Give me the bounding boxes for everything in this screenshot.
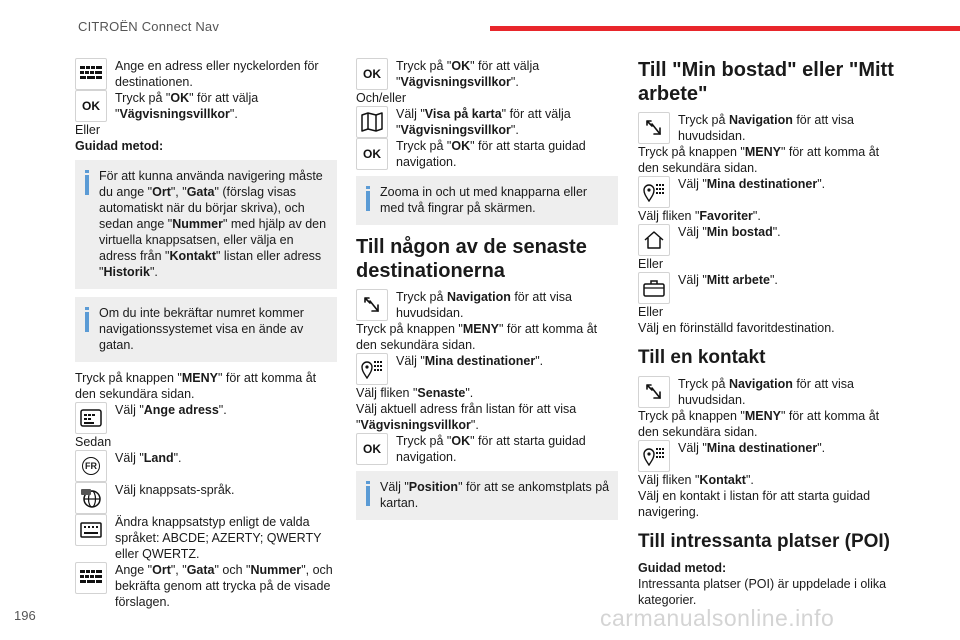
step-text: Välj "Min bostad".	[678, 225, 781, 239]
step-row	[638, 440, 900, 472]
briefcase-icon	[638, 272, 670, 304]
section-heading: Till någon av de senaste destinationerna	[356, 236, 587, 282]
subheading: Guidad metod:	[638, 561, 727, 575]
ok-icon: OK	[75, 90, 107, 122]
text: Välj en förinställd favoritdestination.	[638, 321, 835, 335]
keyboard-icon	[75, 58, 107, 90]
column-3	[638, 58, 900, 608]
info-icon	[85, 307, 89, 353]
step-text: Välj "Ange adress".	[115, 403, 227, 417]
text: Tryck på knappen "MENY" för att komma åt den sekundära sidan.	[356, 322, 598, 352]
text: Tryck på knappen "MENY" för att komma åt den sekundära sidan.	[638, 145, 880, 175]
step-text: Välj "Visa på karta" för att välja "Vägvisningsvillkor".	[396, 107, 571, 137]
text: Eller	[75, 123, 101, 137]
home-icon	[638, 224, 670, 256]
info-icon	[366, 481, 370, 511]
ok-icon: OK	[356, 58, 388, 90]
keyboard-type-icon	[75, 514, 107, 546]
step-row	[638, 224, 900, 256]
step-text: Tryck på "OK" för att starta guidad navigation.	[396, 139, 586, 169]
ok-icon: OK	[356, 433, 388, 465]
country-fr-icon: FR	[75, 450, 107, 482]
step-text: Tryck på "OK" för att starta guidad navigation.	[396, 434, 586, 464]
running-header: CITROËN Connect Nav	[78, 19, 220, 34]
step-text: Tryck på "OK" för att välja "Vägvisningsvillkor".	[396, 59, 540, 89]
step-text: Ange "Ort", "Gata" och "Nummer", och bekräfta genom att trycka på de visade förslagen.	[115, 563, 333, 609]
step-row	[356, 289, 618, 321]
step-row	[75, 402, 337, 434]
keyboard-icon	[75, 562, 107, 594]
step-row	[356, 58, 618, 90]
text: Intressanta platser (POI) är uppdelade i olika kategorier.	[638, 577, 887, 607]
text: Välj fliken "Senaste".	[356, 386, 474, 400]
navigation-arrow-icon	[638, 376, 670, 408]
note-text: Zooma in och ut med knapparna eller med två fingrar på skärmen.	[380, 185, 588, 215]
step-row	[356, 106, 618, 138]
destinations-icon	[356, 353, 388, 385]
info-note	[75, 160, 337, 289]
column-1	[75, 58, 337, 610]
text: Tryck på knappen "MENY" för att komma åt den sekundära sidan.	[75, 371, 317, 401]
info-note	[356, 471, 618, 520]
address-card-icon	[75, 402, 107, 434]
section-heading: Till intressanta platser (POI)	[638, 531, 891, 552]
ok-icon: OK	[356, 138, 388, 170]
text: Välj fliken "Favoriter".	[638, 209, 761, 223]
subheading: Guidad metod:	[75, 139, 164, 153]
text: Och/eller	[356, 91, 407, 105]
step-row	[638, 376, 900, 408]
note-text: Välj "Position" för att se ankomstplats på kartan.	[380, 480, 610, 510]
step-row	[75, 482, 337, 514]
step-text: Tryck på "OK" för att välja "Vägvisningsvillkor".	[115, 91, 259, 121]
note-text: Om du inte bekräftar numret kommer navigationssystemet visa en ände av gatan.	[99, 306, 304, 352]
text: Välj en kontakt i listan för att starta guidad navigering.	[638, 489, 871, 519]
text: Välj aktuell adress från listan för att visa "Vägvisningsvillkor".	[356, 402, 577, 432]
language-globe-icon	[75, 482, 107, 514]
step-text: Välj "Mitt arbete".	[678, 273, 778, 287]
info-note	[75, 297, 337, 362]
step-row	[75, 90, 337, 122]
step-row	[356, 138, 618, 170]
step-row	[638, 176, 900, 208]
step-text: Välj knappsats-språk.	[115, 483, 235, 497]
text: Eller	[638, 305, 664, 319]
page-number: 196	[14, 608, 36, 623]
step-text: Välj "Mina destinationer".	[678, 441, 826, 455]
step-row	[75, 58, 337, 90]
text: Välj fliken "Kontakt".	[638, 473, 754, 487]
step-text: Välj "Mina destinationer".	[678, 177, 826, 191]
step-row	[75, 514, 337, 562]
note-text: För att kunna använda navigering måste du ange "Ort", "Gata" (förslag visas automatiskt när du börjar skriva), och sedan ange "Nummer" med hjälp av den virtuella knappsatsen, eller välja en adress från "Kontakt" listan eller adress "Historik".	[99, 169, 327, 279]
destinations-icon	[638, 440, 670, 472]
step-row	[638, 272, 900, 304]
info-icon	[366, 186, 370, 216]
info-note	[356, 176, 618, 225]
step-text: Ange en adress eller nyckelorden för destinationen.	[115, 59, 319, 89]
step-row	[75, 562, 337, 610]
text: Eller	[638, 257, 664, 271]
step-row	[356, 353, 618, 385]
text: Sedan	[75, 435, 112, 449]
header-accent-bar	[490, 26, 960, 31]
column-2	[356, 58, 618, 528]
step-row	[638, 112, 900, 144]
navigation-arrow-icon	[356, 289, 388, 321]
section-heading: Till "Min bostad" eller "Mitt arbete"	[638, 59, 894, 105]
step-text: Tryck på Navigation för att visa huvudsidan.	[678, 377, 854, 407]
map-icon	[356, 106, 388, 138]
step-row	[75, 450, 337, 482]
text: Tryck på knappen "MENY" för att komma åt den sekundära sidan.	[638, 409, 880, 439]
info-icon	[85, 170, 89, 280]
step-text: Tryck på Navigation för att visa huvudsidan.	[396, 290, 572, 320]
watermark: carmanualsonline.info	[600, 605, 835, 631]
step-text: Välj "Mina destinationer".	[396, 354, 544, 368]
navigation-arrow-icon	[638, 112, 670, 144]
step-text: Välj "Land".	[115, 451, 182, 465]
section-heading: Till en kontakt	[638, 347, 766, 368]
step-text: Tryck på Navigation för att visa huvudsidan.	[678, 113, 854, 143]
step-text: Ändra knappsatstyp enligt de valda språket: ABCDE; AZERTY; QWERTY eller QWERTZ.	[115, 515, 322, 561]
step-row	[356, 433, 618, 465]
destinations-icon	[638, 176, 670, 208]
